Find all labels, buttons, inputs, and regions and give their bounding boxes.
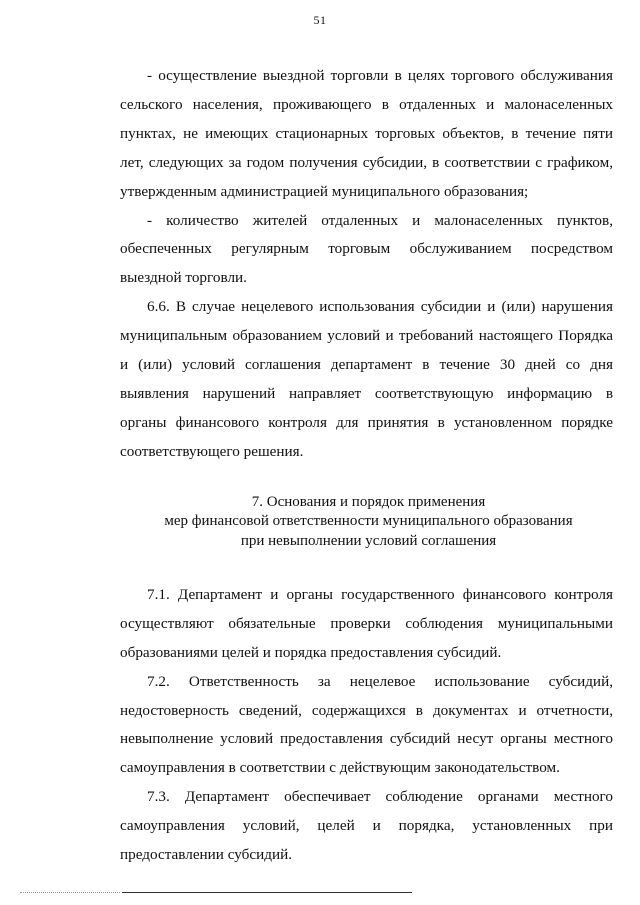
paragraph-residents-count: - количество жителей отдаленных и малонаселенных пунктов, обеспеченных регулярным торговым обслуживанием посредством выездной торговли. — [120, 211, 613, 287]
paragraph-mobile-trade: - осуществление выездной торговли в целях торгового обслуживания сельского населения, проживающего в отдаленных и малонаселенных пунктах, не имеющих стационарных торговых объектов, в течение пяти лет, следующих за годом получения субсидии, в соответствии с графиком, утвержденным администрацией муниципального образования; — [120, 67, 613, 200]
footer-rule — [122, 892, 412, 893]
paragraph-7-1: 7.1. Департамент и органы государственного финансового контроля осуществляют обязательные проверки соблюдения муниципальными образованиями целей и порядка предоставления субсидий. — [120, 585, 613, 661]
page-number: 51 — [313, 13, 327, 27]
section-heading-line-3: при невыполнении условий соглашения — [240, 532, 497, 549]
footer-dotted-rule — [20, 892, 120, 894]
section-heading-line-1: 7. Основания и порядок применения — [251, 493, 486, 510]
paragraph-7-2: 7.2. Ответственность за нецелевое использование субсидий, недостоверность сведений, содержащихся в документах и отчетности, невыполнение условий предоставления субсидий несут органы местного самоуправления в соответствии с действующим законодательством. — [120, 672, 613, 777]
paragraph-7-3: 7.3. Департамент обеспечивает соблюдение органами местного самоуправления условий, целей и порядка, установленных при предоставлении субсидий. — [120, 788, 613, 864]
paragraph-6-6: 6.6. В случае нецелевого использования субсидии и (или) нарушения муниципальным образованием условий и требований настоящего Порядка и (или) условий соглашения департамент в течение 30 дней со дня выявления нарушений направляет соответствующую информацию в органы финансового контроля для принятия в установленном порядке соответствующего решения. — [120, 298, 613, 460]
section-heading — [120, 493, 613, 551]
section-heading-line-2: мер финансовой ответственности муниципального образования — [164, 513, 573, 530]
document-body — [120, 62, 613, 870]
